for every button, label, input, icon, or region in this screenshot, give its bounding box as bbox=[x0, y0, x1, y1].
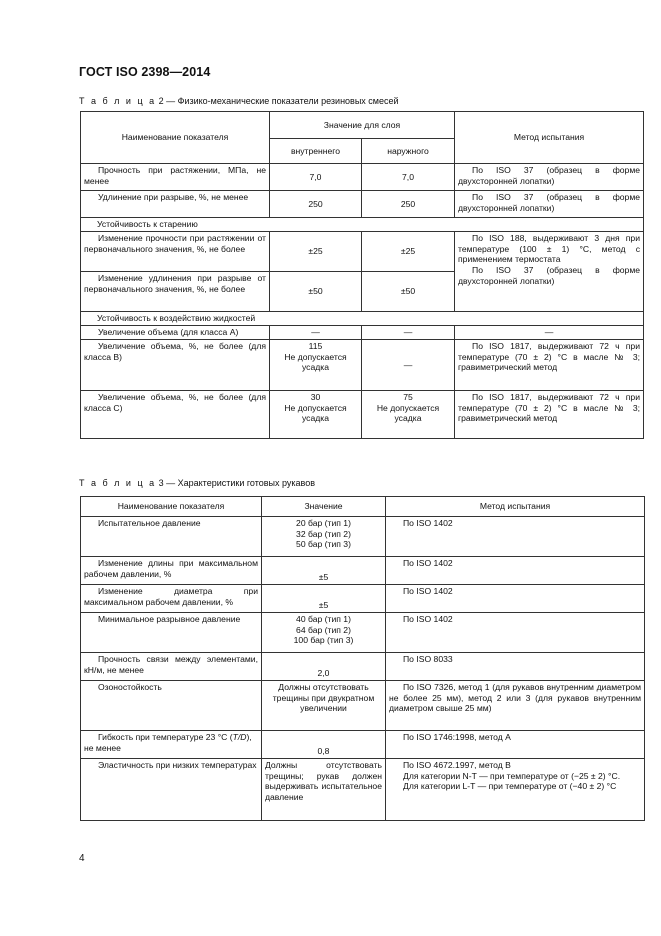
cell-name: Увеличение объема (для класса А) bbox=[81, 326, 270, 340]
table-row bbox=[81, 557, 645, 585]
flex-name-part: ), не менее bbox=[84, 732, 252, 753]
cell-inner: ±50 bbox=[270, 272, 362, 312]
cell-value: Должны отсутствовать трещины при двукратном увеличении bbox=[262, 681, 386, 731]
table-row bbox=[81, 232, 644, 272]
table-row bbox=[81, 340, 644, 391]
value-line: Не допускается bbox=[284, 402, 347, 413]
table-row bbox=[81, 517, 645, 557]
table3-caption-text: 3 — Характеристики готовых рукавов bbox=[156, 478, 316, 488]
cell-outer: ±50 bbox=[362, 272, 455, 312]
table2-caption-text: 2 — Физико-механические показатели резиновых смесей bbox=[156, 96, 399, 106]
flex-name-italic: T/D bbox=[232, 732, 247, 742]
cell-outer: — bbox=[362, 340, 455, 391]
value-line: 75 bbox=[403, 392, 413, 402]
page-number: 4 bbox=[79, 853, 85, 864]
cell-name: Изменение прочности при растяжении от первоначального значения, %, не более bbox=[81, 232, 270, 272]
table-section-row bbox=[81, 312, 644, 326]
table-row bbox=[81, 585, 645, 613]
cell-inner: ±25 bbox=[270, 232, 362, 272]
aging-elong-method-text: По ISO 37 (образец в форме двухсторонней лопатки) bbox=[458, 265, 641, 286]
cell-name: Озоностойкость bbox=[81, 681, 262, 731]
table-row bbox=[81, 613, 645, 653]
cell-value bbox=[262, 613, 386, 653]
cell-method bbox=[386, 759, 645, 821]
method-line: Для категории L-T — при температуре от (−40 ± 2) °С bbox=[403, 781, 617, 792]
cell-value: ±5 bbox=[262, 557, 386, 585]
table-row bbox=[81, 326, 644, 340]
table2-physical-properties bbox=[80, 111, 644, 439]
t2-header-name: Наименование показателя bbox=[81, 112, 270, 164]
t3-header-value: Значение bbox=[262, 497, 386, 517]
value-line: 64 бар (тип 2) bbox=[296, 624, 351, 635]
cell-inner: 250 bbox=[270, 191, 362, 218]
cell-method bbox=[455, 232, 644, 312]
value-line: 115 bbox=[308, 341, 323, 351]
value-line: 20 бар (тип 1) bbox=[296, 518, 351, 528]
value-line: 40 бар (тип 1) bbox=[296, 614, 351, 624]
cell-outer: — bbox=[362, 326, 455, 340]
t2-header-value-group: Значение для слоя bbox=[270, 112, 455, 139]
table3-hose-characteristics bbox=[80, 496, 645, 821]
value-line: усадка bbox=[301, 413, 330, 424]
t3-header-method: Метод испытания bbox=[386, 497, 645, 517]
t2-header-method: Метод испытания bbox=[455, 112, 644, 164]
table2-caption bbox=[79, 96, 399, 106]
cell-outer bbox=[362, 391, 455, 439]
table2-caption-prefix: Т а б л и ц а bbox=[79, 96, 157, 106]
cell-inner bbox=[270, 391, 362, 439]
cell-name: Изменение удлинения при разрыве от первоначального значения, %, не более bbox=[81, 272, 270, 312]
cell-method: По ISO 1402 bbox=[386, 613, 645, 653]
document-header: ГОСТ ISO 2398—2014 bbox=[79, 65, 211, 79]
table-section-row bbox=[81, 218, 644, 232]
cell-method: По ISO 1402 bbox=[386, 517, 645, 557]
flex-name-part: Гибкость при температуре 23 °С ( bbox=[98, 732, 233, 742]
t2-header-outer: наружного bbox=[362, 139, 455, 164]
table3-caption bbox=[79, 478, 315, 488]
cell-name: Прочность связи между элементами, кН/м, не менее bbox=[81, 653, 262, 681]
table-row bbox=[81, 191, 644, 218]
aging-method-text: По ISO 188, выдерживают 3 дня при температуре (100 ± 1) °С, метод с применением термостата bbox=[458, 233, 641, 265]
cell-inner: — bbox=[270, 326, 362, 340]
cell-inner bbox=[270, 340, 362, 391]
value-line: Не допускается bbox=[284, 351, 347, 362]
cell-inner: 7,0 bbox=[270, 164, 362, 191]
cell-method: По ISO 37 (образец в форме двухсторонней лопатки) bbox=[455, 164, 644, 191]
cell-value: ±5 bbox=[262, 585, 386, 613]
value-line: 32 бар (тип 2) bbox=[296, 528, 351, 539]
method-line: Для категории N-T — при температуре от (−25 ± 2) °С. bbox=[403, 770, 621, 781]
t2-header-inner: внутреннего bbox=[270, 139, 362, 164]
cell-outer: 7,0 bbox=[362, 164, 455, 191]
cell-method: По ISO 1746:1998, метод А bbox=[386, 731, 645, 759]
cell-name: Увеличение объема, %, не более (для класса С) bbox=[81, 391, 270, 439]
t3-header-name: Наименование показателя bbox=[81, 497, 262, 517]
cell-value: Должны отсутствовать трещины; рукав должен выдерживать испытательное давление bbox=[262, 759, 386, 821]
table-row bbox=[81, 391, 644, 439]
cell-name: Эластичность при низких температурах bbox=[81, 759, 262, 821]
cell-method: По ISO 7326, метод 1 (для рукавов внутренним диаметром не более 25 мм), метод 2 или 3 (для рукавов внутренним диаметром свыше 25 мм) bbox=[386, 681, 645, 731]
table-row bbox=[81, 164, 644, 191]
table-row bbox=[81, 731, 645, 759]
section-aging: Устойчивость к старению bbox=[81, 218, 644, 232]
cell-outer: 250 bbox=[362, 191, 455, 218]
cell-method: По ISO 1402 bbox=[386, 585, 645, 613]
cell-method: По ISO 1402 bbox=[386, 557, 645, 585]
value-line: Не допускается bbox=[376, 402, 440, 413]
cell-value: 0,8 bbox=[262, 731, 386, 759]
cell-name: Увеличение объема, %, не более (для класса В) bbox=[81, 340, 270, 391]
cell-method: По ISO 8033 bbox=[386, 653, 645, 681]
value-line: 50 бар (тип 3) bbox=[296, 539, 351, 550]
cell-name: Прочность при растяжении, МПа, не менее bbox=[81, 164, 270, 191]
cell-name: Удлинение при разрыве, %, не менее bbox=[81, 191, 270, 218]
cell-name: Минимальное разрывное давление bbox=[81, 613, 262, 653]
method-line: По ISO 4672.1997, метод В bbox=[403, 760, 511, 770]
section-liquids: Устойчивость к воздействию жидкостей bbox=[81, 312, 644, 326]
table-row bbox=[81, 759, 645, 821]
cell-method: По ISO 37 (образец в форме двухсторонней лопатки) bbox=[455, 191, 644, 218]
table-row bbox=[81, 653, 645, 681]
cell-name: Изменение диаметра при максимальном рабочем давлении, % bbox=[81, 585, 262, 613]
table3-caption-prefix: Т а б л и ц а bbox=[79, 478, 157, 488]
value-line: усадка bbox=[301, 362, 330, 373]
value-line: 30 bbox=[310, 392, 321, 402]
table-row bbox=[81, 681, 645, 731]
cell-method: — bbox=[455, 326, 644, 340]
cell-name bbox=[81, 731, 262, 759]
cell-value bbox=[262, 517, 386, 557]
value-line: 100 бар (тип 3) bbox=[293, 635, 354, 646]
cell-method: По ISO 1817, выдерживают 72 ч при температуре (70 ± 2) °С в масле № 3; гравиметрический метод bbox=[455, 391, 644, 439]
cell-value: 2,0 bbox=[262, 653, 386, 681]
cell-name: Испытательное давление bbox=[81, 517, 262, 557]
cell-outer: ±25 bbox=[362, 232, 455, 272]
value-line: усадка bbox=[394, 413, 422, 424]
cell-method: По ISO 1817, выдерживают 72 ч при температуре (70 ± 2) °С в масле № 3; гравиметрический метод bbox=[455, 340, 644, 391]
cell-name: Изменение длины при максимальном рабочем давлении, % bbox=[81, 557, 262, 585]
